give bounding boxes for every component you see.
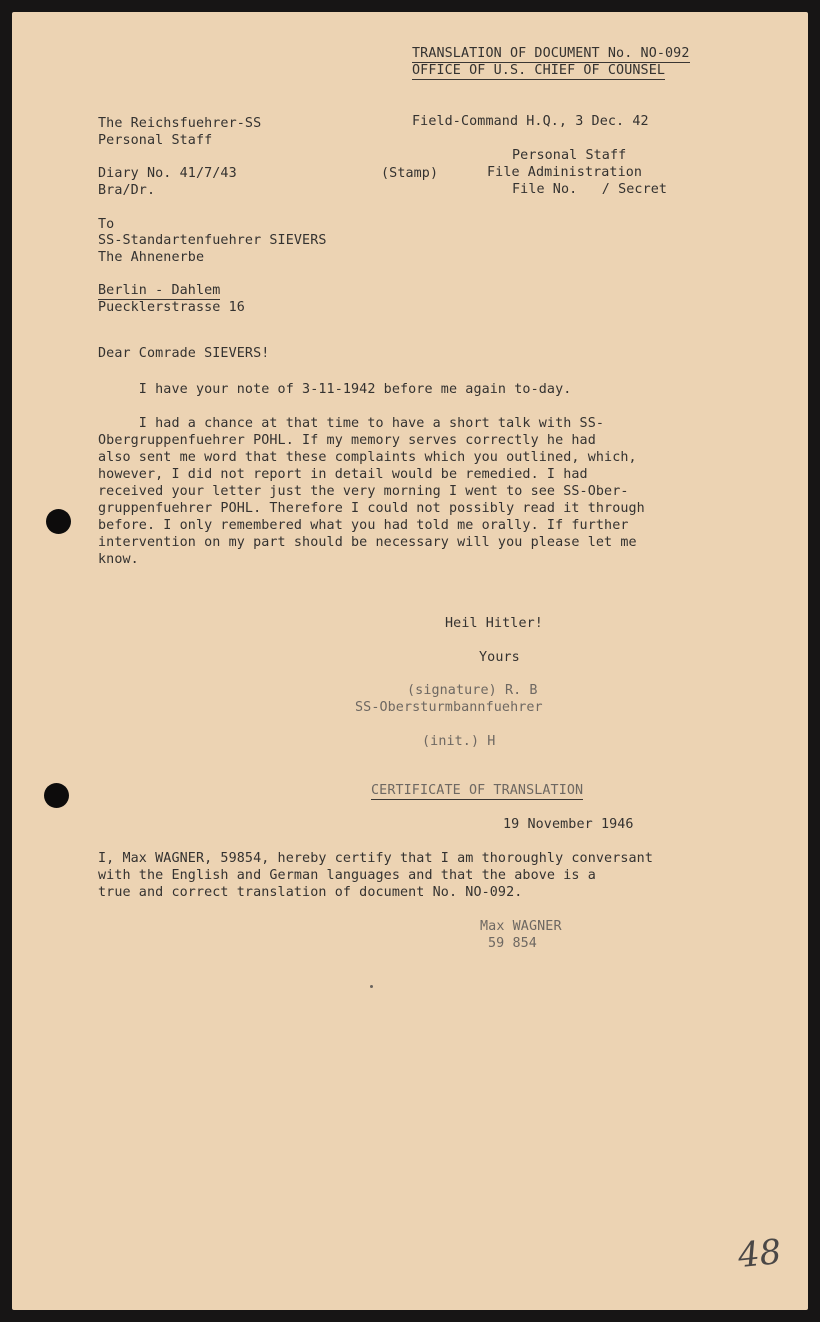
closing-rank: SS-Obersturmbannfuehrer (355, 700, 543, 715)
punch-hole-icon (44, 783, 69, 808)
body-line: also sent me word that these complaints which you outlined, which, (98, 450, 637, 465)
diary-number: Diary No. 41/7/43 (98, 166, 237, 181)
paper-sheet (12, 12, 808, 1310)
closing-yours: Yours (479, 650, 520, 665)
certificate-line: with the English and German languages and that the above is a (98, 868, 596, 883)
closing-greeting: Heil Hitler! (445, 616, 543, 631)
body-line: gruppenfuehrer POHL. Therefore I could not possibly read it through (98, 501, 645, 516)
closing-signature: (signature) R. B (407, 683, 538, 698)
ink-speck (370, 985, 373, 988)
certificate-signer-number: 59 854 (488, 936, 537, 951)
certificate-date: 19 November 1946 (503, 817, 634, 832)
recipient-street: Puecklerstrasse 16 (98, 300, 245, 315)
body-line: Obergruppenfuehrer POHL. If my memory serves correctly he had (98, 433, 596, 448)
certificate-signer: Max WAGNER (480, 919, 562, 934)
body-line: before. I only remembered what you had told me orally. If further (98, 518, 629, 533)
closing-initials: (init.) H (422, 734, 496, 749)
body-line: I had a chance at that time to have a short talk with SS- (98, 416, 605, 431)
body-paragraph-1: I have your note of 3-11-1942 before me again to-day. (98, 382, 572, 397)
body-line: received your letter just the very morning I went to see SS-Ober- (98, 484, 629, 499)
certificate-line: true and correct translation of document No. NO-092. (98, 885, 523, 900)
recipient-org: The Ahnenerbe (98, 250, 205, 265)
sender-line2: Personal Staff (98, 133, 213, 148)
body-line: intervention on my part should be necessary will you please let me (98, 535, 637, 550)
certificate-line: I, Max WAGNER, 59854, hereby certify that I am thoroughly conversant (98, 851, 654, 866)
stamp-line2: File Administration (487, 165, 643, 180)
salutation: Dear Comrade SIEVERS! (98, 346, 270, 361)
sender-initials: Bra/Dr. (98, 183, 156, 198)
body-line: know. (98, 552, 139, 567)
recipient-to: To (98, 217, 115, 232)
place-date: Field-Command H.Q., 3 Dec. 42 (412, 114, 649, 129)
certificate-title: CERTIFICATE OF TRANSLATION (371, 783, 584, 798)
recipient-name: SS-Standartenfuehrer SIEVERS (98, 233, 327, 248)
recipient-city: Berlin - Dahlem (98, 283, 221, 298)
header-translation-line: TRANSLATION OF DOCUMENT No. NO-092 (412, 46, 690, 61)
body-line: however, I did not report in detail would be remedied. I had (98, 467, 588, 482)
stamp-line1: Personal Staff (512, 148, 627, 163)
header-office-line: OFFICE OF U.S. CHIEF OF COUNSEL (412, 63, 666, 78)
handwritten-page-number: 48 (736, 1231, 784, 1277)
stamp-label: (Stamp) (381, 166, 439, 181)
sender-line1: The Reichsfuehrer-SS (98, 116, 262, 131)
punch-hole-icon (46, 509, 71, 534)
stamp-line3: File No. / Secret (512, 182, 668, 197)
